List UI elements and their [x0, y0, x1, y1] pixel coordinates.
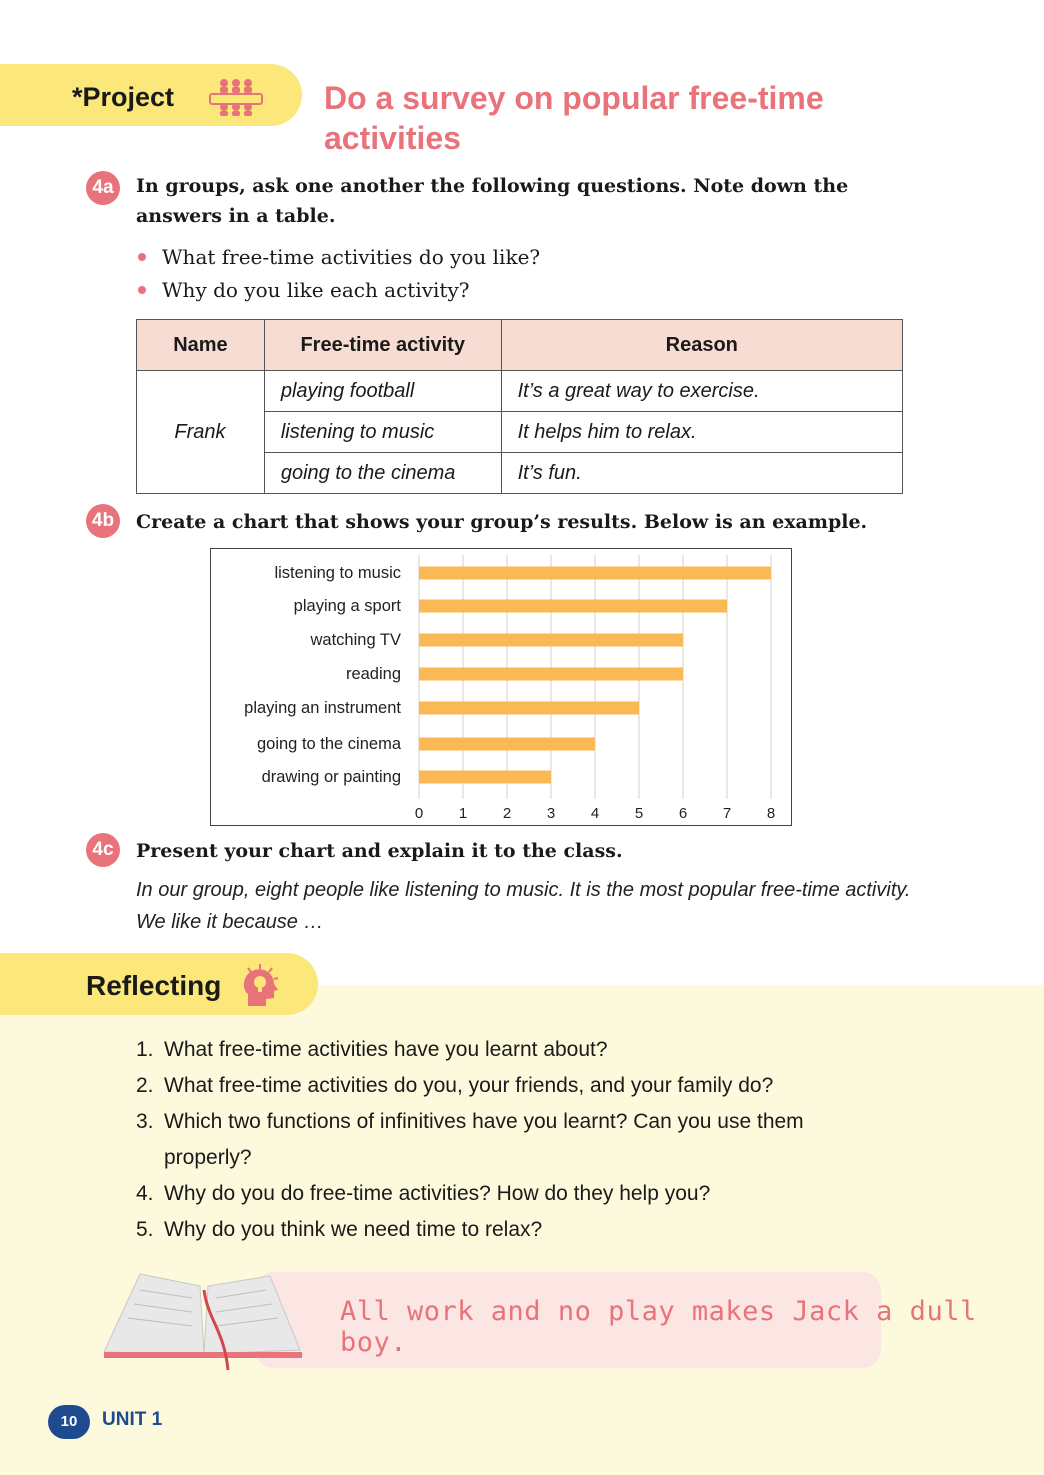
bar-chart-svg: [211, 549, 791, 825]
cell-reason: It helps him to relax.: [501, 412, 902, 453]
bar: [419, 634, 683, 647]
bar: [419, 702, 639, 715]
page-title: Do a survey on popular free-time activities: [324, 80, 824, 156]
bar: [419, 567, 771, 580]
quote-text: All work and no play makes Jack a dull boy.: [340, 1296, 977, 1358]
header-name: Name: [137, 320, 265, 371]
task-badge-4a: 4a: [86, 171, 120, 205]
head-lightbulb-icon: [240, 962, 284, 1008]
category-label: drawing or painting: [261, 768, 401, 786]
question-1: What free-time activities do you like?: [138, 245, 540, 269]
category-label: listening to music: [274, 564, 401, 582]
bar: [419, 771, 551, 784]
group-people-icon: [207, 77, 265, 117]
reflecting-label: Reflecting: [86, 970, 222, 1001]
bar-chart: [210, 548, 792, 826]
x-tick-label: 0: [414, 805, 424, 822]
x-tick-label: 2: [502, 805, 512, 822]
task-badge-4c: 4c: [86, 833, 120, 867]
category-label: watching TV: [310, 631, 401, 649]
list-item: 5. Why do you think we need time to relax?: [136, 1218, 543, 1241]
cell-activity: playing football: [264, 371, 501, 412]
category-label: playing a sport: [293, 597, 401, 615]
x-tick-label: 3: [546, 805, 556, 822]
page-number: 10: [48, 1405, 90, 1439]
bar: [419, 600, 727, 613]
list-item: 3. Which two functions of infinitives have you learnt? Can you use them properly?: [136, 1110, 804, 1169]
survey-table: [136, 319, 903, 494]
category-label: reading: [345, 665, 401, 683]
x-tick-label: 4: [590, 805, 600, 822]
list-item: 1. What free-time activities have you learnt about?: [136, 1038, 608, 1061]
instruction-4a: In groups, ask one another the following questions. Note down the answers in a table.: [136, 175, 849, 227]
x-tick-label: 1: [458, 805, 468, 822]
list-item: 2. What free-time activities do you, your friends, and your family do?: [136, 1074, 774, 1097]
header-reason: Reason: [501, 320, 902, 371]
cell-name: Frank: [137, 371, 265, 494]
unit-label: UNIT 1: [102, 1409, 163, 1430]
header-activity: Free-time activity: [264, 320, 501, 371]
cell-activity: going to the cinema: [264, 453, 501, 494]
reflecting-questions: [136, 1032, 896, 1248]
example-line-1: In our group, eight people like listening to music. It is the most popular free-time activity.: [136, 879, 911, 901]
project-label: *Project: [72, 82, 175, 112]
x-tick-label: 7: [722, 805, 732, 822]
x-tick-label: 5: [634, 805, 644, 822]
x-tick-label: 8: [766, 805, 776, 822]
task-badge-4b: 4b: [86, 504, 120, 538]
bar: [419, 668, 683, 681]
bullet-dot: [138, 253, 146, 261]
question-2: Why do you like each activity?: [138, 278, 470, 302]
table-row: [137, 371, 903, 412]
list-item: 4. Why do you do free-time activities? How do they help you?: [136, 1182, 711, 1205]
category-label: going to the cinema: [256, 735, 401, 753]
open-book-icon: [100, 1270, 305, 1374]
instruction-4c: Present your chart and explain it to the class.: [136, 840, 623, 862]
bullet-dot: [138, 286, 146, 294]
instruction-4b: Create a chart that shows your group’s results. Below is an example.: [136, 511, 868, 533]
cell-reason: It’s fun.: [501, 453, 902, 494]
bar: [419, 738, 595, 751]
cell-reason: It’s a great way to exercise.: [501, 371, 902, 412]
example-answer: [136, 874, 910, 938]
x-tick-label: 6: [678, 805, 688, 822]
category-label: playing an instrument: [244, 699, 401, 717]
example-line-2: We like it because …: [136, 911, 324, 933]
cell-activity: listening to music: [264, 412, 501, 453]
table-header-row: [137, 320, 903, 371]
